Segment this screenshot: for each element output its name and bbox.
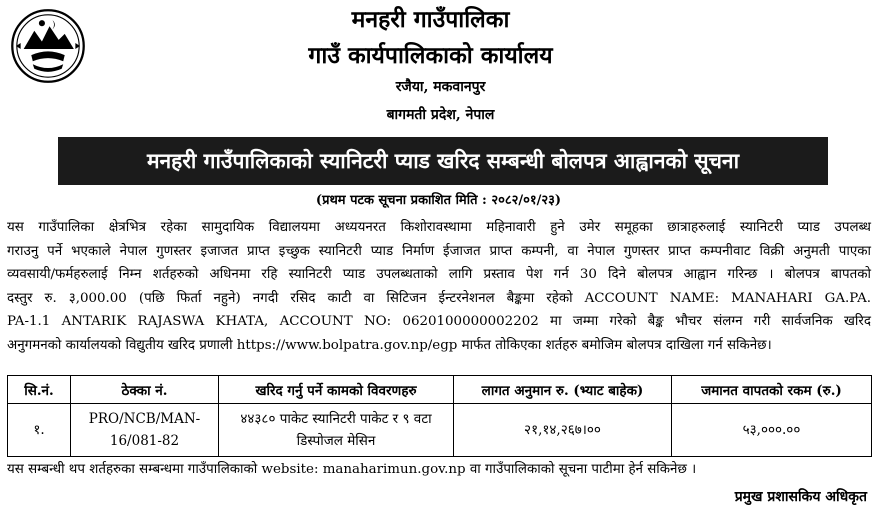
paragraph-line: व्यवसायी/फर्महरुलाई निम्न शर्तहरुको अधिनमा रहि स्यानिटरी प्याड उपलब्धताको लागि प्रस्ताव पेश गर्न 30 दिने बोलपत्र आह्वान गरिन्छ । बोलपत्र बापतको [7, 267, 871, 283]
paragraph-line: अनुगमनको कार्यालयको विद्युतीय खरिद प्रणाली https://www.bolpatra.gov.np/egp मार्फत तोकिएका शर्तहरु बमोजिम बोलपत्र दाखिला गर्न सकिनेछ। [7, 337, 772, 353]
cell-cost-estimate: २१,१४,२६७।०० [454, 404, 672, 457]
cell-contract-no [71, 404, 219, 457]
publication-date: (प्रथम पटक सूचना प्रकाशित मिति : २०८२/०१/२३) [315, 193, 562, 208]
paragraph-line: PA-1.1 ANTARIK RAJASWA KHATA, ACCOUNT NO: 0620100000002202 मा जम्मा गरेको बैङ्क भौचर संलग्न गरी सार्वजनिक खरिद [7, 314, 871, 330]
address-line-1: रजैया, मकवानपुर [395, 79, 486, 95]
address-line-2: बागमती प्रदेश, नेपाल [386, 107, 495, 123]
paragraph-line: यस गाउँपालिका क्षेत्रभित्र रहेका सामुदायिक विद्यालयमा अध्ययनरत किशोरावस्थामा महिनावारी हुने उमेर समूहका छात्राहरुलाई स्यानिटरी प्याड उपलब्ध [7, 220, 871, 235]
table-row [8, 404, 872, 457]
paragraph-line: गराउनु पर्ने भएकाले नेपाल गुणस्तर इजाजत प्राप्त इच्छुक स्यानिटरी प्याड निर्माण ईजाजत प्राप्त कम्पनी, वा नेपाल गुणस्तर प्राप्त कम्पनीवाट विक्री अनुमती पाएका [7, 243, 871, 259]
description-line-1: ४४३८० पाकेट स्यानिटरी पाकेट र ९ वटा [240, 411, 432, 427]
cell-description [219, 404, 454, 457]
paragraph-line: दस्तुर रु. ३,000.00 (पछि फिर्ता नहुने) नगदी रसिद काटी वा सिटिजन ईन्टरनेशनल बैङ्कमा रहेको ACCOUNT NAME: MANAHARI GA.PA. [7, 290, 871, 306]
notice-title: मनहरी गाउँपालिकाको स्यानिटरी प्याड खरिद सम्बन्धी बोलपत्र आह्वानको सूचना [58, 137, 828, 185]
tender-table [7, 375, 872, 457]
contract-no-line-2: 16/081-82 [109, 433, 180, 449]
contract-no-line-1: PRO/NCB/MAN- [88, 411, 201, 427]
header-sn: सि.नं. [8, 376, 71, 404]
office-name: गाउँ कार्यपालिकाको कार्यालय [308, 42, 553, 69]
header-guarantee: जमानत वापतको रकम (रु.) [672, 376, 872, 404]
footer-note: यस सम्बन्धी थप शर्तहरुका सम्बन्धमा गाउँपालिकाको website: manaharimun.gov.np वा गाउँपालिकाको सूचना पाटीमा हेर्न सकिनेछ । [7, 462, 697, 477]
cell-guarantee: ५३,०००.०० [672, 404, 872, 457]
description-line-2: डिस्पोजल मेसिन [296, 433, 376, 449]
table-header-row [8, 376, 872, 404]
signatory: प्रमुख प्रशासकिय अधिकृत [734, 489, 867, 505]
header-contract-no: ठेक्का नं. [71, 376, 219, 404]
header-cost-estimate: लागत अनुमान रु. (भ्याट बाहेक) [454, 376, 672, 404]
header-description: खरिद गर्नु पर्ने कामको विवरणहरु [219, 376, 454, 404]
org-name: मनहरी गाउँपालिका [351, 6, 510, 33]
cell-sn: १. [8, 404, 71, 457]
notice-paragraph [7, 216, 871, 358]
